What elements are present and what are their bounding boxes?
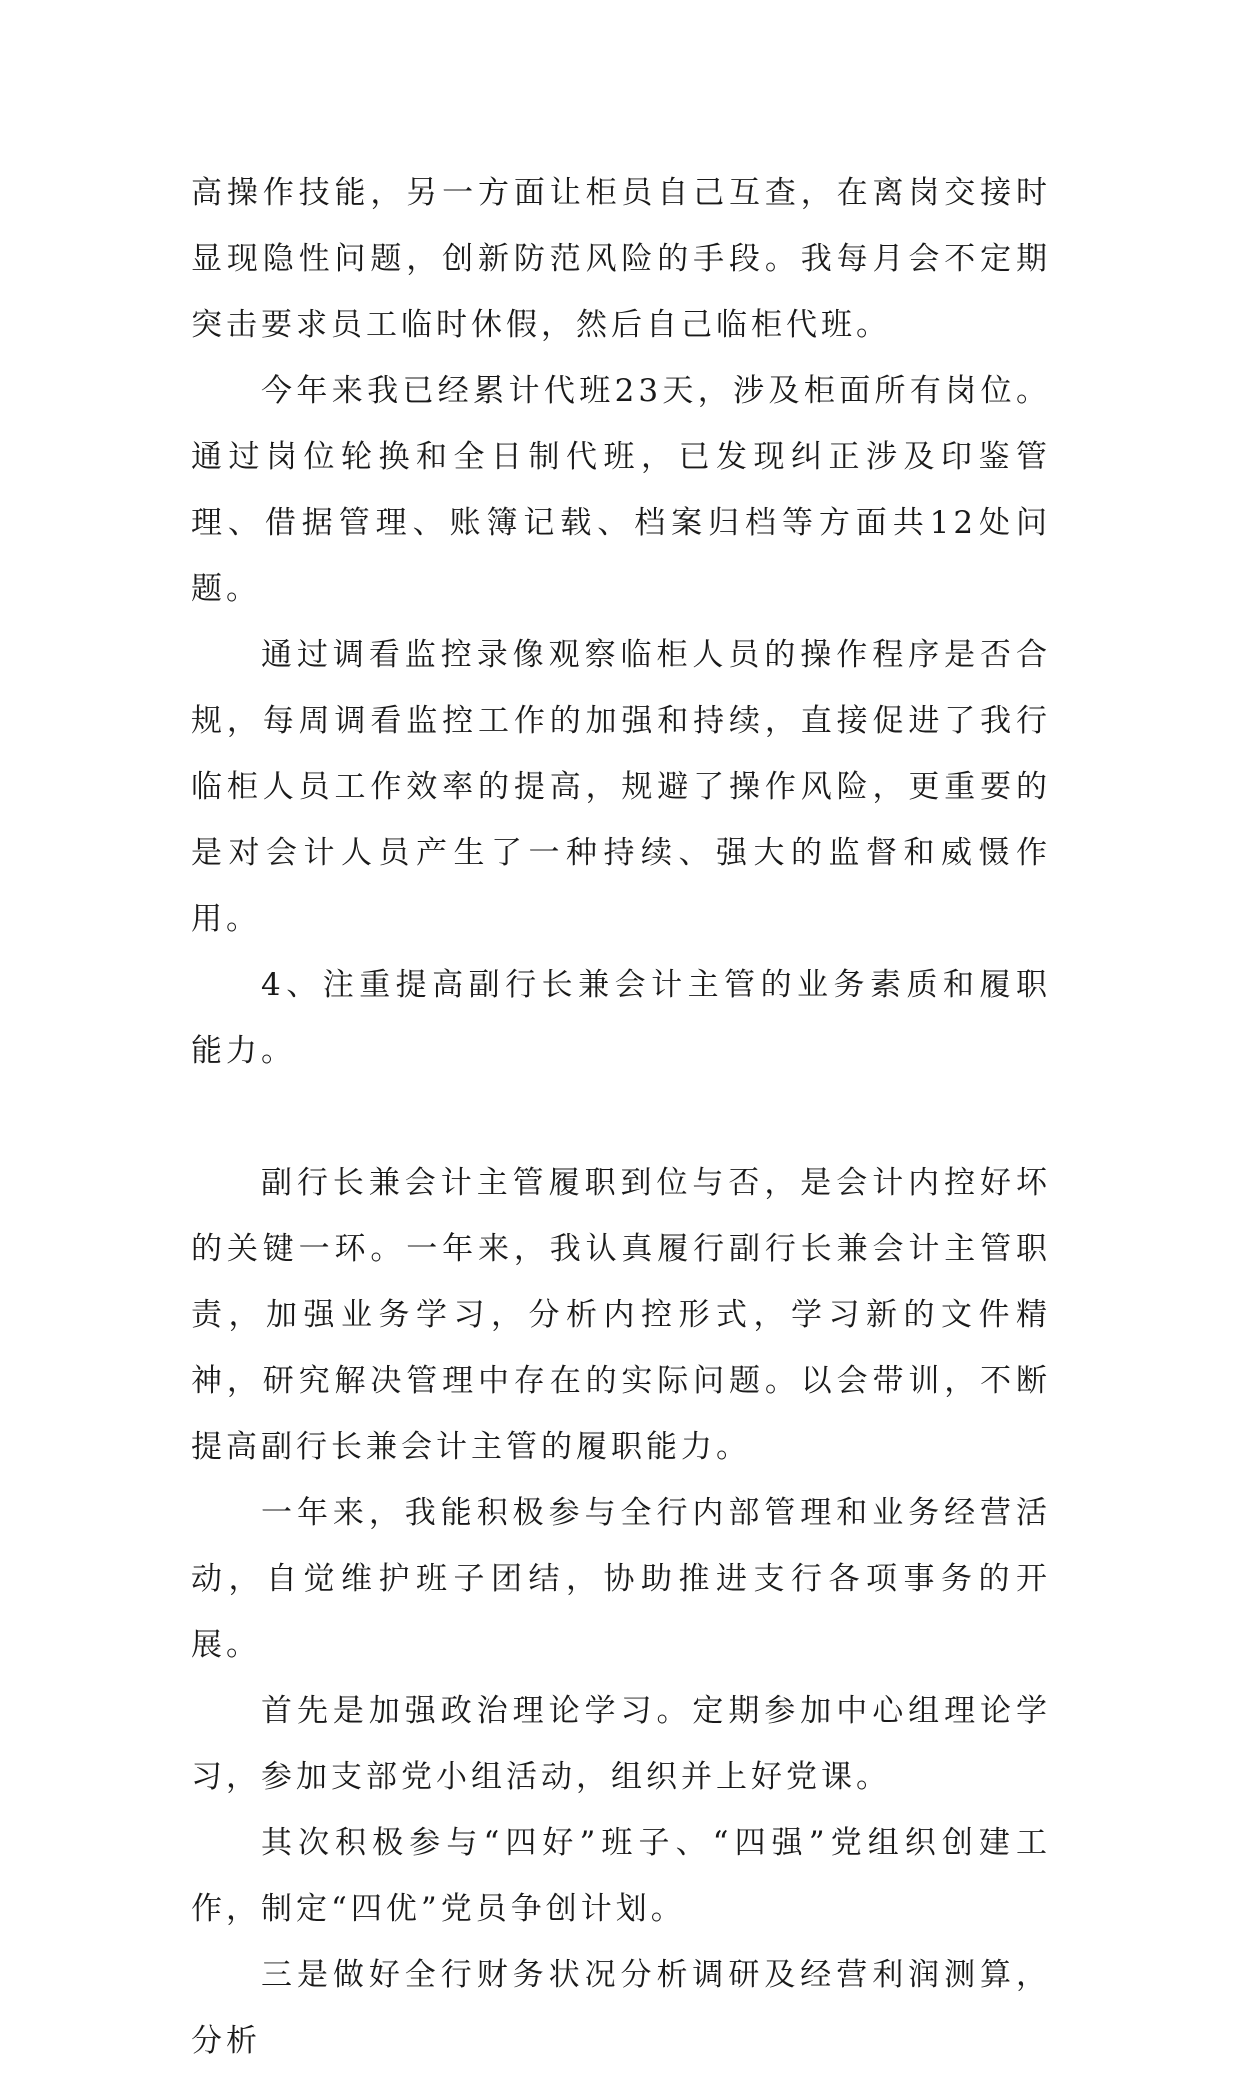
section-heading-4: 4、注重提高副行长兼会计主管的业务素质和履职能力。	[191, 967, 1051, 1069]
document-body	[191, 160, 1051, 2074]
paragraph-7: 首先是加强政治理论学习。定期参加中心组理论学习，参加支部党小组活动，组织并上好党课。	[191, 1693, 1051, 1795]
paragraph-9: 三是做好全行财务状况分析调研及经营利润测算，分析	[191, 1957, 1051, 2059]
paragraph-2: 今年来我已经累计代班23天，涉及柜面所有岗位。通过岗位轮换和全日制代班，已发现纠正涉及印鉴管理、借据管理、账簿记载、档案归档等方面共12处问题。	[191, 373, 1051, 607]
paragraph-3: 通过调看监控录像观察临柜人员的操作程序是否合规，每周调看监控工作的加强和持续，直接促进了我行临柜人员工作效率的提高，规避了操作风险，更重要的是对会计人员产生了一种持续、强大的监督和威慑作用。	[191, 637, 1051, 937]
paragraph-5: 副行长兼会计主管履职到位与否，是会计内控好坏的关键一环。一年来，我认真履行副行长兼会计主管职责，加强业务学习，分析内控形式，学习新的文件精神，研究解决管理中存在的实际问题。以会带训，不断提高副行长兼会计主管的履职能力。	[191, 1165, 1051, 1465]
blank-line	[191, 1084, 1051, 1150]
paragraph-6: 一年来，我能积极参与全行内部管理和业务经营活动，自觉维护班子团结，协助推进支行各项事务的开展。	[191, 1495, 1051, 1663]
paragraph-1: 高操作技能，另一方面让柜员自己互查，在离岗交接时显现隐性问题，创新防范风险的手段。我每月会不定期突击要求员工临时休假，然后自己临柜代班。	[191, 175, 1051, 343]
paragraph-8: 其次积极参与“四好”班子、“四强”党组织创建工作，制定“四优”党员争创计划。	[191, 1825, 1051, 1927]
